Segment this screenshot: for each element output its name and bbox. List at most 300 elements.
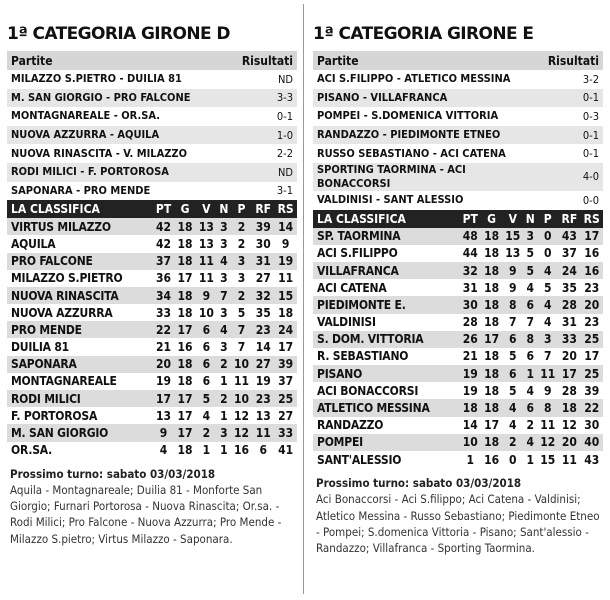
- standings-cell-n: 3: [217, 235, 231, 252]
- next-round-title: Prossimo turno: sabato 03/03/2018: [10, 466, 216, 481]
- standings-row: [7, 373, 297, 390]
- results-header-results: Risultati: [227, 51, 297, 70]
- standings-row: [7, 253, 297, 270]
- result-score: 0-3: [544, 107, 603, 126]
- result-match: MONTAGNAREALE - OR.SA.: [7, 107, 227, 126]
- standings-cell-g: 17: [174, 321, 195, 338]
- standings-cell-p: 5: [537, 279, 558, 296]
- standings-cell-rs: 30: [580, 417, 603, 434]
- standings-row: [313, 348, 603, 365]
- standings-cell-rs: 17: [274, 338, 297, 355]
- standings-cell-pt: 22: [153, 321, 175, 338]
- standings-cell-n: 7: [217, 287, 231, 304]
- standings-cell-rf: 39: [252, 218, 274, 235]
- standings-cell-v: 4: [502, 417, 523, 434]
- standings-cell-pt: 42: [153, 235, 175, 252]
- standings-cell-n: 7: [523, 314, 537, 331]
- standings-cell-team: NUOVA AZZURRA: [7, 304, 153, 321]
- standings-cell-g: 18: [174, 373, 195, 390]
- standings-cell-p: 0: [537, 228, 558, 245]
- standings-row: [7, 304, 297, 321]
- result-row: [313, 107, 603, 126]
- standings-cell-pt: 42: [153, 218, 175, 235]
- standings-cell-p: 12: [537, 434, 558, 451]
- standings-cell-p: 11: [537, 417, 558, 434]
- standings-cell-n: 6: [523, 399, 537, 416]
- girone-e-column: [313, 0, 603, 556]
- standings-cell-rf: 30: [252, 235, 274, 252]
- standings-cell-team: PIEDIMONTE E.: [313, 296, 459, 313]
- result-match: SAPONARA - PRO MENDE: [7, 182, 227, 201]
- standings-row: [7, 270, 297, 287]
- standings-cell-v: 1: [196, 442, 217, 459]
- standings-cell-g: 18: [481, 228, 502, 245]
- girone-d-title: 1ª CATEGORIA GIRONE D: [7, 24, 230, 44]
- result-score: 0-1: [544, 144, 603, 163]
- standings-cell-rs: 15: [274, 287, 297, 304]
- standings-cell-rf: 12: [558, 417, 580, 434]
- standings-header-g: G: [481, 210, 502, 228]
- standings-cell-p: 15: [537, 451, 558, 468]
- result-score: 0-1: [544, 126, 603, 145]
- standings-cell-rf: 31: [252, 253, 274, 270]
- standings-cell-rs: 17: [580, 228, 603, 245]
- standings-cell-rf: 18: [558, 399, 580, 416]
- standings-cell-g: 18: [174, 218, 195, 235]
- standings-cell-n: 4: [217, 321, 231, 338]
- standings-cell-pt: 32: [459, 262, 481, 279]
- result-row: [7, 126, 297, 145]
- standings-cell-n: 4: [217, 253, 231, 270]
- standings-cell-pt: 26: [459, 331, 481, 348]
- standings-cell-p: 2: [231, 235, 252, 252]
- standings-cell-v: 10: [196, 304, 217, 321]
- result-match: RUSSO SEBASTIANO - ACI CATENA: [313, 144, 544, 163]
- standings-cell-p: 7: [231, 321, 252, 338]
- standings-cell-n: 2: [523, 417, 537, 434]
- standings-cell-pt: 28: [459, 314, 481, 331]
- standings-cell-rs: 16: [580, 262, 603, 279]
- standings-cell-pt: 19: [459, 382, 481, 399]
- results-header-matches: Partite: [7, 51, 227, 70]
- standings-cell-team: ACI S.FILIPPO: [313, 245, 459, 262]
- standings-row: [313, 434, 603, 451]
- column-separator: [303, 4, 304, 594]
- standings-cell-team: NUOVA RINASCITA: [7, 287, 153, 304]
- standings-cell-v: 6: [502, 331, 523, 348]
- standings-cell-team: VALDINISI: [313, 314, 459, 331]
- standings-cell-team: VIRTUS MILAZZO: [7, 218, 153, 235]
- standings-cell-rf: 35: [252, 304, 274, 321]
- standings-cell-p: 11: [537, 365, 558, 382]
- standings-cell-rf: 28: [558, 382, 580, 399]
- standings-header-v: V: [196, 200, 217, 218]
- standings-cell-n: 3: [217, 270, 231, 287]
- standings-cell-v: 5: [502, 348, 523, 365]
- standings-cell-g: 17: [174, 424, 195, 441]
- standings-cell-g: 18: [481, 262, 502, 279]
- standings-row: [7, 390, 297, 407]
- standings-cell-rs: 41: [274, 442, 297, 459]
- result-row: [313, 70, 603, 89]
- standings-cell-g: 18: [481, 348, 502, 365]
- standings-cell-g: 18: [174, 235, 195, 252]
- standings-header-rs: RS: [580, 210, 603, 228]
- standings-cell-n: 3: [523, 228, 537, 245]
- standings-cell-g: 17: [174, 390, 195, 407]
- standings-cell-pt: 14: [459, 417, 481, 434]
- standings-header-g: G: [174, 200, 195, 218]
- result-match: SPORTING TAORMINA - ACI BONACCORSI: [313, 163, 544, 191]
- standings-cell-rs: 19: [274, 253, 297, 270]
- standings-cell-pt: 21: [459, 348, 481, 365]
- standings-cell-pt: 17: [153, 390, 175, 407]
- standings-header-pt: PT: [153, 200, 175, 218]
- result-score: 0-1: [544, 89, 603, 108]
- standings-cell-n: 1: [523, 365, 537, 382]
- standings-cell-rs: 24: [274, 321, 297, 338]
- standings-cell-p: 3: [537, 331, 558, 348]
- standings-cell-pt: 10: [459, 434, 481, 451]
- standings-row: [7, 321, 297, 338]
- standings-cell-g: 18: [174, 442, 195, 459]
- standings-cell-p: 3: [231, 270, 252, 287]
- standings-cell-rf: 27: [252, 270, 274, 287]
- standings-cell-n: 3: [217, 304, 231, 321]
- standings-cell-v: 5: [196, 390, 217, 407]
- next-round: [313, 475, 603, 556]
- results-header-results: Risultati: [544, 51, 603, 70]
- standings-cell-v: 6: [196, 338, 217, 355]
- standings-cell-team: PRO MENDE: [7, 321, 153, 338]
- standings-cell-team: S. DOM. VITTORIA: [313, 331, 459, 348]
- result-match: NUOVA RINASCITA - V. MILAZZO: [7, 144, 227, 163]
- standings-cell-pt: 36: [153, 270, 175, 287]
- standings-cell-v: 6: [196, 356, 217, 373]
- standings-cell-v: 6: [502, 365, 523, 382]
- standings-cell-team: F. PORTOROSA: [7, 407, 153, 424]
- standings-cell-team: OR.SA.: [7, 442, 153, 459]
- standings-cell-pt: 44: [459, 245, 481, 262]
- standings-cell-p: 5: [231, 304, 252, 321]
- standings-cell-rs: 25: [580, 331, 603, 348]
- standings-cell-pt: 19: [459, 365, 481, 382]
- standings-cell-rs: 23: [580, 314, 603, 331]
- standings-cell-rs: 25: [580, 365, 603, 382]
- standings-cell-g: 18: [481, 434, 502, 451]
- standings-cell-v: 5: [502, 382, 523, 399]
- standings-cell-pt: 34: [153, 287, 175, 304]
- standings-cell-rs: 16: [580, 245, 603, 262]
- standings-cell-rs: 14: [274, 218, 297, 235]
- standings-cell-team: MONTAGNAREALE: [7, 373, 153, 390]
- standings-cell-v: 2: [502, 434, 523, 451]
- result-row: [7, 182, 297, 201]
- standings-cell-rf: 11: [558, 451, 580, 468]
- standings-cell-n: 5: [523, 245, 537, 262]
- standings-cell-rs: 27: [274, 407, 297, 424]
- standings-cell-rf: 43: [558, 228, 580, 245]
- standings-cell-n: 4: [523, 382, 537, 399]
- standings-cell-v: 7: [502, 314, 523, 331]
- result-row: [7, 107, 297, 126]
- standings-cell-n: 6: [523, 348, 537, 365]
- standings-cell-rs: 22: [580, 399, 603, 416]
- standings-cell-team: R. SEBASTIANO: [313, 348, 459, 365]
- standings-cell-p: 11: [231, 373, 252, 390]
- standings-row: [313, 382, 603, 399]
- result-score: ND: [227, 163, 297, 182]
- standings-cell-rf: 19: [252, 373, 274, 390]
- standings-cell-n: 1: [217, 442, 231, 459]
- result-match: M. SAN GIORGIO - PRO FALCONE: [7, 89, 227, 108]
- standings-cell-rs: 11: [274, 270, 297, 287]
- result-row: [313, 89, 603, 108]
- standings-cell-n: 5: [523, 262, 537, 279]
- standings-cell-n: 3: [217, 424, 231, 441]
- standings-header-team: LA CLASSIFICA: [7, 200, 153, 218]
- standings-cell-p: 7: [231, 338, 252, 355]
- standings-cell-team: PRO FALCONE: [7, 253, 153, 270]
- standings-header-rf: RF: [558, 210, 580, 228]
- standings-cell-rf: 31: [558, 314, 580, 331]
- result-match: ACI S.FILIPPO - ATLETICO MESSINA: [313, 70, 544, 89]
- standings-header-p: P: [231, 200, 252, 218]
- standings-header-p: P: [537, 210, 558, 228]
- standings-header-rs: RS: [274, 200, 297, 218]
- standings-cell-v: 0: [502, 451, 523, 468]
- standings-cell-rs: 17: [580, 348, 603, 365]
- standings-cell-v: 9: [502, 279, 523, 296]
- standings-cell-pt: 48: [459, 228, 481, 245]
- standings-cell-g: 18: [481, 245, 502, 262]
- standings-row: [313, 296, 603, 313]
- result-match: RODI MILICI - F. PORTOROSA: [7, 163, 227, 182]
- girone-e-title: 1ª CATEGORIA GIRONE E: [313, 24, 534, 44]
- standings-cell-g: 18: [174, 356, 195, 373]
- standings-cell-v: 8: [502, 296, 523, 313]
- standings-cell-v: 13: [502, 245, 523, 262]
- standings-cell-v: 15: [502, 228, 523, 245]
- standings-cell-g: 18: [174, 253, 195, 270]
- standings-cell-n: 8: [523, 331, 537, 348]
- standings-cell-v: 11: [196, 253, 217, 270]
- standings-cell-rs: 23: [580, 279, 603, 296]
- standings-row: [7, 218, 297, 235]
- standings-cell-rs: 39: [580, 382, 603, 399]
- standings-cell-team: AQUILA: [7, 235, 153, 252]
- standings-cell-p: 16: [231, 442, 252, 459]
- standings-cell-g: 18: [481, 296, 502, 313]
- standings-cell-team: SP. TAORMINA: [313, 228, 459, 245]
- next-round-title: Prossimo turno: sabato 03/03/2018: [316, 476, 522, 491]
- standings-row: [7, 356, 297, 373]
- result-match: POMPEI - S.DOMENICA VITTORIA: [313, 107, 544, 126]
- standings-cell-n: 2: [217, 390, 231, 407]
- standings-cell-pt: 13: [153, 407, 175, 424]
- result-score: 3-3: [227, 89, 297, 108]
- standings-cell-rf: 28: [558, 296, 580, 313]
- result-row: [7, 89, 297, 108]
- standings-cell-v: 13: [196, 218, 217, 235]
- standings-cell-rs: 18: [274, 304, 297, 321]
- standings-cell-v: 6: [196, 373, 217, 390]
- standings-row: [313, 331, 603, 348]
- result-score: 1-0: [227, 126, 297, 145]
- standings-cell-g: 16: [174, 338, 195, 355]
- result-match: VALDINISI - SANT ALESSIO: [313, 191, 544, 210]
- standings-cell-p: 9: [537, 382, 558, 399]
- result-row: [313, 163, 603, 191]
- standings-cell-v: 4: [502, 399, 523, 416]
- standings-row: [7, 235, 297, 252]
- result-score: 3-2: [544, 70, 603, 89]
- standings-row: [313, 262, 603, 279]
- standings-cell-n: 3: [217, 218, 231, 235]
- standings-cell-team: ATLETICO MESSINA: [313, 399, 459, 416]
- next-round-fixtures: Aci Bonaccorsi - Aci S.filippo; Aci Catena - Valdinisi; Atletico Messina - Russo Sebastiano; Piedimonte Etneo - Pompei; S.domenica Vittoria - Pisano; Sant'alessio - Randazzo; Villafranca - Sporting Taormina.: [316, 492, 600, 555]
- standings-cell-g: 18: [174, 287, 195, 304]
- standings-cell-rf: 20: [558, 348, 580, 365]
- standings-cell-team: RANDAZZO: [313, 417, 459, 434]
- standings-cell-rf: 13: [252, 407, 274, 424]
- standings-header-team: LA CLASSIFICA: [313, 210, 459, 228]
- standings-cell-n: 4: [523, 279, 537, 296]
- result-score: 2-2: [227, 144, 297, 163]
- standings-cell-v: 9: [502, 262, 523, 279]
- standings-cell-rf: 23: [252, 390, 274, 407]
- standings-row: [313, 228, 603, 245]
- standings-cell-p: 4: [537, 262, 558, 279]
- standings-cell-v: 11: [196, 270, 217, 287]
- standings-header-n: N: [217, 200, 231, 218]
- result-match: NUOVA AZZURRA - AQUILA: [7, 126, 227, 145]
- standings-cell-rf: 6: [252, 442, 274, 459]
- standings-row: [313, 417, 603, 434]
- standings-row: [313, 314, 603, 331]
- standings-cell-rf: 27: [252, 356, 274, 373]
- standings-cell-team: DUILIA 81: [7, 338, 153, 355]
- standings-cell-p: 0: [537, 245, 558, 262]
- standings-row: [7, 338, 297, 355]
- standings-cell-pt: 1: [459, 451, 481, 468]
- standings-row: [313, 399, 603, 416]
- standings-cell-rs: 25: [274, 390, 297, 407]
- standings-cell-p: 8: [537, 399, 558, 416]
- next-round-fixtures: Aquila - Montagnareale; Duilia 81 - Monforte San Giorgio; Furnari Portorosa - Nuova Rinascita; Or.sa. - Rodi Milici; Pro Falcone - Nuova Azzurra; Pro Mende - Milazzo S.pietro; Virtus Milazzo - Saponara.: [10, 482, 282, 546]
- standings-header-pt: PT: [459, 210, 481, 228]
- standings-cell-team: PISANO: [313, 365, 459, 382]
- result-row: [313, 144, 603, 163]
- standings-cell-rs: 33: [274, 424, 297, 441]
- standings-header-rf: RF: [252, 200, 274, 218]
- standings-cell-pt: 19: [153, 373, 175, 390]
- standings-cell-team: VILLAFRANCA: [313, 262, 459, 279]
- result-score: ND: [227, 70, 297, 89]
- standings-cell-g: 18: [481, 365, 502, 382]
- standings-cell-g: 18: [481, 279, 502, 296]
- girone-d-column: [7, 0, 297, 547]
- standings-cell-p: 3: [231, 253, 252, 270]
- standings-cell-g: 17: [481, 417, 502, 434]
- result-row: [313, 191, 603, 210]
- standings-cell-pt: 20: [153, 356, 175, 373]
- result-row: [7, 163, 297, 182]
- result-match: MILAZZO S.PIETRO - DUILIA 81: [7, 70, 227, 89]
- standings-cell-rf: 33: [558, 331, 580, 348]
- standings-row: [313, 451, 603, 468]
- standings-cell-g: 17: [174, 407, 195, 424]
- standings-row: [7, 424, 297, 441]
- results-table: [7, 51, 297, 200]
- results-table: [313, 51, 603, 210]
- standings-cell-pt: 9: [153, 424, 175, 441]
- standings-cell-team: RODI MILICI: [7, 390, 153, 407]
- standings-cell-rs: 40: [580, 434, 603, 451]
- standings-cell-pt: 30: [459, 296, 481, 313]
- standings-cell-n: 1: [523, 451, 537, 468]
- standings-row: [7, 442, 297, 459]
- standings-header-n: N: [523, 210, 537, 228]
- standings-row: [7, 407, 297, 424]
- standings-cell-team: POMPEI: [313, 434, 459, 451]
- result-score: 0-1: [227, 107, 297, 126]
- standings-cell-pt: 18: [459, 399, 481, 416]
- standings-cell-rs: 37: [274, 373, 297, 390]
- standings-cell-rf: 37: [558, 245, 580, 262]
- standings-cell-team: SAPONARA: [7, 356, 153, 373]
- standings-cell-p: 2: [231, 218, 252, 235]
- standings-row: [313, 279, 603, 296]
- standings-cell-p: 4: [537, 296, 558, 313]
- standings-table: [7, 200, 297, 459]
- standings-cell-team: SANT'ALESSIO: [313, 451, 459, 468]
- standings-cell-v: 4: [196, 407, 217, 424]
- standings-cell-n: 3: [217, 338, 231, 355]
- standings-row: [313, 365, 603, 382]
- standings-cell-pt: 37: [153, 253, 175, 270]
- result-row: [7, 144, 297, 163]
- standings-cell-g: 18: [481, 382, 502, 399]
- standings-cell-pt: 4: [153, 442, 175, 459]
- standings-cell-rf: 24: [558, 262, 580, 279]
- result-match: PISANO - VILLAFRANCA: [313, 89, 544, 108]
- standings-cell-p: 12: [231, 424, 252, 441]
- result-row: [313, 126, 603, 145]
- standings-cell-team: M. SAN GIORGIO: [7, 424, 153, 441]
- standings-cell-pt: 31: [459, 279, 481, 296]
- result-score: 3-1: [227, 182, 297, 201]
- standings-cell-rf: 20: [558, 434, 580, 451]
- standings-cell-rs: 39: [274, 356, 297, 373]
- standings-cell-g: 17: [174, 270, 195, 287]
- standings-cell-v: 6: [196, 321, 217, 338]
- standings-cell-n: 4: [523, 434, 537, 451]
- standings-cell-n: 1: [217, 407, 231, 424]
- standings-cell-rf: 23: [252, 321, 274, 338]
- standings-cell-v: 9: [196, 287, 217, 304]
- standings-cell-p: 7: [537, 348, 558, 365]
- standings-cell-pt: 33: [153, 304, 175, 321]
- standings-cell-pt: 21: [153, 338, 175, 355]
- result-score: 0-0: [544, 191, 603, 210]
- standings-header-v: V: [502, 210, 523, 228]
- standings-cell-rf: 32: [252, 287, 274, 304]
- standings-cell-rs: 43: [580, 451, 603, 468]
- standings-cell-g: 18: [481, 314, 502, 331]
- standings-cell-n: 1: [217, 373, 231, 390]
- result-row: [7, 70, 297, 89]
